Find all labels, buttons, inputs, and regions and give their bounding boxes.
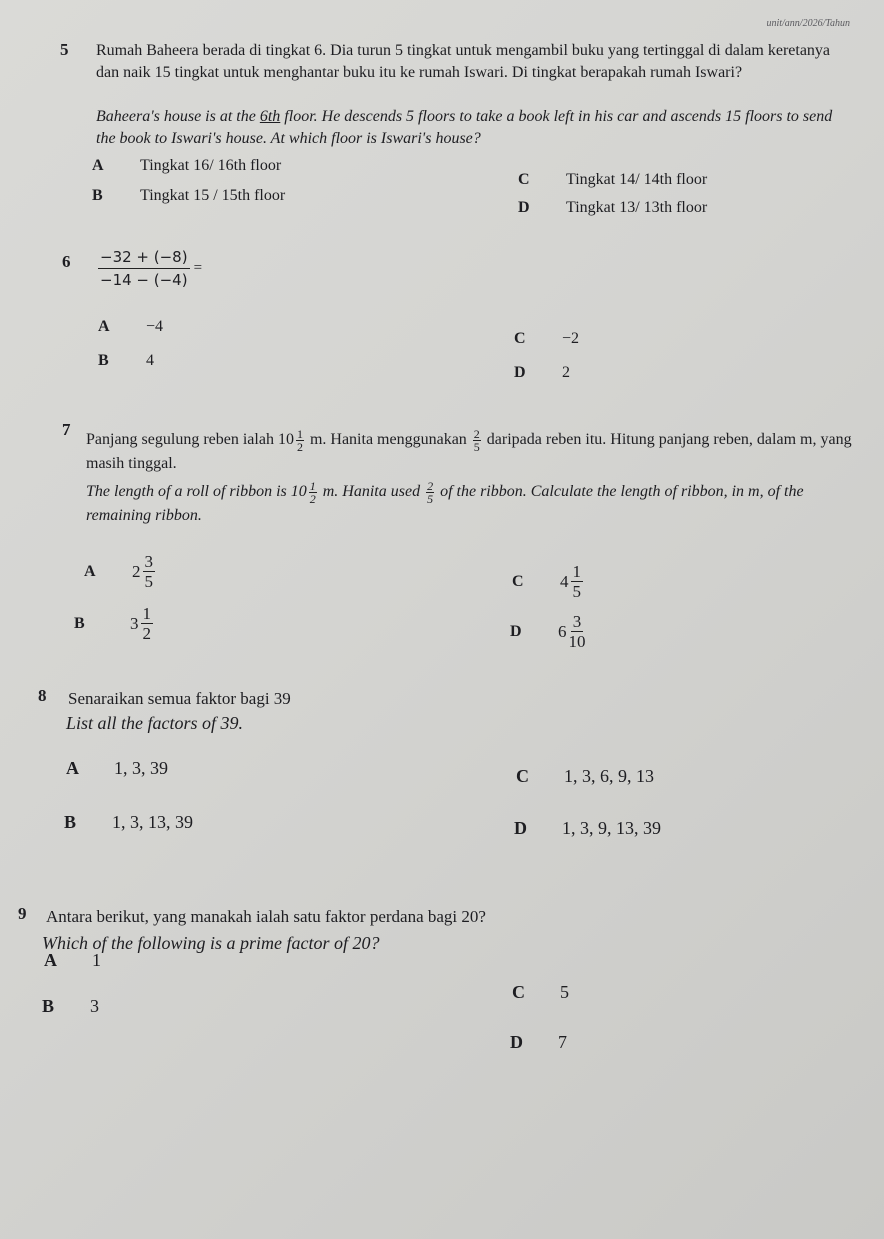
option-c[interactable]: C 4 1 5 — [512, 562, 581, 601]
option-b[interactable]: B 3 — [42, 996, 99, 1016]
ribbon-length: 10 $\frac{1}{2}$ — [277, 427, 303, 454]
question-number: 7 — [62, 420, 71, 439]
question-6-expression — [98, 246, 202, 291]
used-fraction: $\frac{2}{5}$ — [427, 479, 434, 506]
denominator: −14 − (−4) — [100, 271, 188, 289]
english-part-b: floor. He descends 5 floors to take a book left in his car and ascends 15 floors to send the book to Iswari's house. At which floor is Iswari's house? — [96, 108, 833, 147]
question-text-malay: Antara berikut, yang manakah ialah satu faktor perdana bagi 20? — [46, 907, 486, 926]
option-a[interactable]: A −4 — [98, 318, 164, 335]
option-c[interactable]: C 1, 3, 6, 9, 13 — [516, 766, 654, 786]
question-text-english — [96, 106, 848, 150]
question-text-malay: Panjang segulung reben ialah 10 $\frac{1}{2}$ m. Hanita menggunakan $\frac{2}{5}$ daripada reben itu. Hitung panjang reben, dalam m, yang masih tinggal. — [86, 427, 852, 472]
option-b[interactable]: B 3 1 2 — [74, 604, 151, 643]
option-c[interactable]: C −2 — [514, 330, 580, 347]
equals-sign: = — [193, 260, 203, 276]
question-number: 6 — [62, 252, 71, 271]
option-a[interactable]: A Tingkat 16/ 16th floor — [92, 157, 282, 174]
option-d[interactable]: D 7 — [510, 1032, 567, 1052]
question-text-malay: Rumah Baheera berada di tingkat 6. Dia turun 5 tingkat untuk mengambil buku yang tertinggal di dalam keretanya dan naik 15 tingkat untuk menghantar buku itu ke rumah Iswari. Di tingkat berapakah rumah Iswari? — [96, 42, 831, 81]
english-part-a: Baheera's house is at the — [96, 108, 256, 125]
question-number: 9 — [18, 904, 27, 923]
ribbon-length: 10 $\frac{1}{2}$ — [290, 479, 316, 506]
question-text-english: List all the factors of 39. — [66, 713, 244, 733]
option-d[interactable]: D Tingkat 13/ 13th floor — [518, 199, 708, 216]
option-d[interactable]: D 1, 3, 9, 13, 39 — [514, 818, 661, 838]
option-a[interactable]: A 1, 3, 39 — [66, 758, 168, 778]
numerator: −32 + (−8) — [98, 246, 190, 269]
question-text-malay: Senaraikan semua faktor bagi 39 — [68, 689, 291, 708]
option-d[interactable]: D 6 3 10 — [510, 612, 586, 651]
option-d[interactable]: D 2 — [514, 364, 570, 381]
floor-value: 6th — [259, 108, 281, 125]
used-fraction: $\frac{2}{5}$ — [473, 427, 480, 454]
question-number: 8 — [38, 686, 47, 705]
option-c[interactable]: C Tingkat 14/ 14th floor — [518, 171, 708, 188]
option-a[interactable]: A 1 — [44, 950, 101, 970]
question-text-english: The length of a roll of ribbon is 10 $\frac{1}{2}$ m. Hanita used $\frac{2}{5}$ of the ribbon. Calculate the length of ribbon, in m, of the remaining ribbon. — [86, 479, 804, 524]
option-a[interactable]: A 2 3 5 — [84, 552, 153, 591]
option-c[interactable]: C 5 — [512, 982, 569, 1002]
option-b[interactable]: B 1, 3, 13, 39 — [64, 812, 193, 832]
header-code: unit/ann/2026/Tahun — [766, 18, 850, 29]
option-b[interactable]: B Tingkat 15 / 15th floor — [92, 187, 286, 204]
option-b[interactable]: B 4 — [98, 352, 154, 369]
question-number: 5 — [60, 40, 69, 59]
question-text-english: Which of the following is a prime factor of 20? — [42, 933, 380, 953]
